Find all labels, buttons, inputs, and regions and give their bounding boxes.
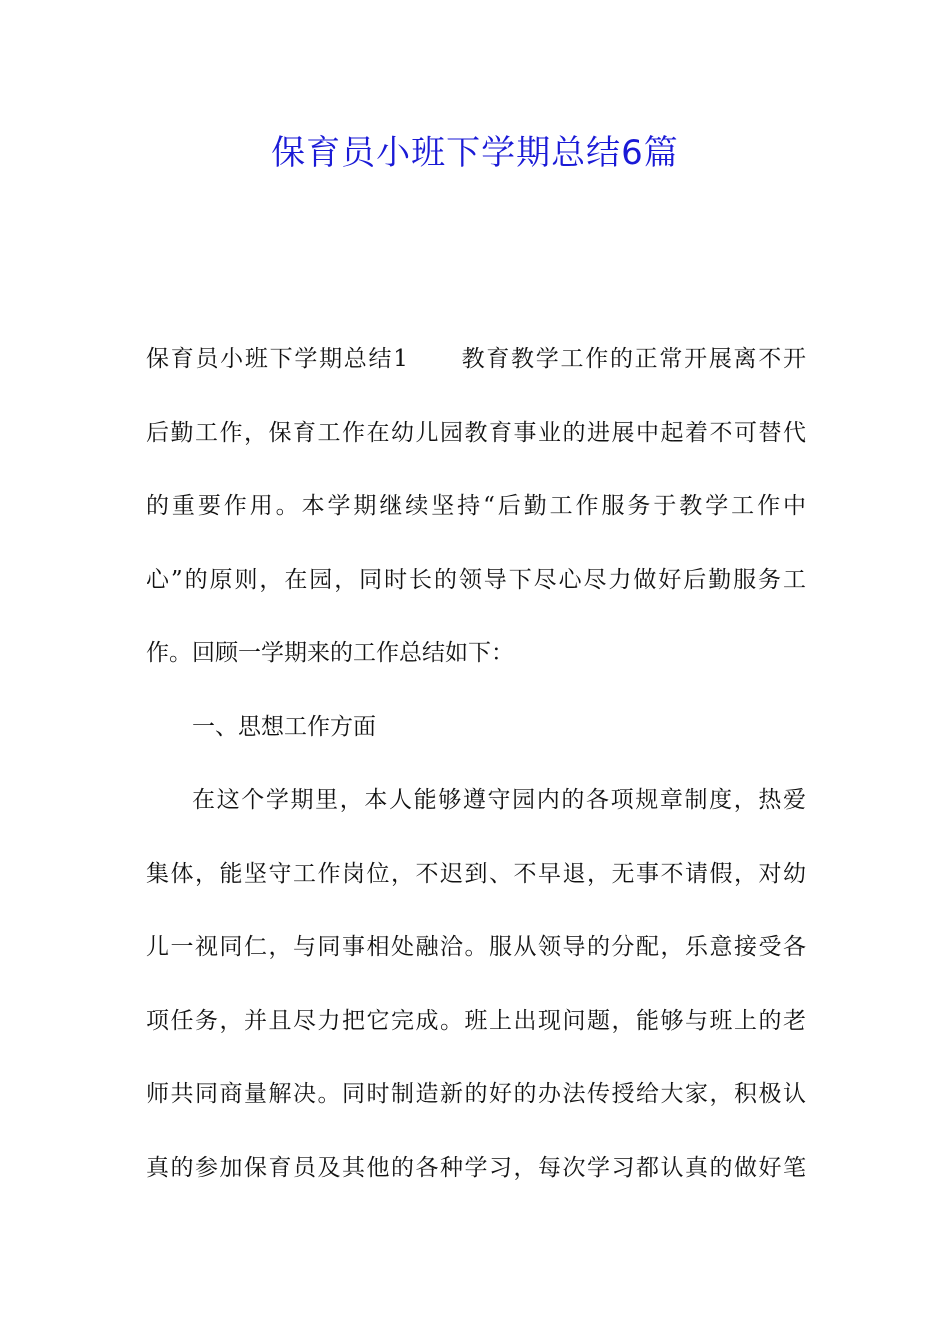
paragraph-line — [146, 323, 806, 397]
paragraph-line: 的重要作用。本学期继续坚持“后勤工作服务于教学工作中 — [146, 493, 806, 519]
paragraph-line: 作。回顾一学期来的工作总结如下： — [146, 640, 514, 666]
document-title: 保育员小班下学期总结6篇 — [271, 133, 679, 173]
paragraph-line: 在这个学期里，本人能够遵守园内的各项规章制度，热爱 — [192, 787, 806, 813]
paragraph-line: 心”的原则，在园，同时长的领导下尽心尽力做好后勤服务工 — [146, 566, 806, 593]
paragraph-line: 真的参加保育员及其他的各种学习，每次学习都认真的做好笔 — [146, 1154, 806, 1181]
paragraph-line: 集体，能坚守工作岗位，不迟到、不早退，无事不请假，对幼 — [146, 860, 806, 887]
paragraph-line: 后勤工作，保育工作在幼儿园教育事业的进展中起着不可替代 — [146, 419, 806, 446]
document-body — [146, 323, 806, 1205]
section-heading: 保育员小班下学期总结1 — [146, 346, 408, 372]
paragraph-line: 儿一视同仁，与同事相处融洽。服从领导的分配，乐意接受各 — [146, 934, 806, 960]
line-text: 教育教学工作的正常开展离不开 — [459, 346, 807, 372]
paragraph-line: 师共同商量解决。同时制造新的好的办法传授给大家，积极认 — [146, 1081, 806, 1107]
paragraph-line: 项任务，并且尽力把它完成。班上出现问题，能够与班上的老 — [146, 1007, 806, 1034]
subsection-heading: 一、思想工作方面 — [192, 713, 376, 740]
